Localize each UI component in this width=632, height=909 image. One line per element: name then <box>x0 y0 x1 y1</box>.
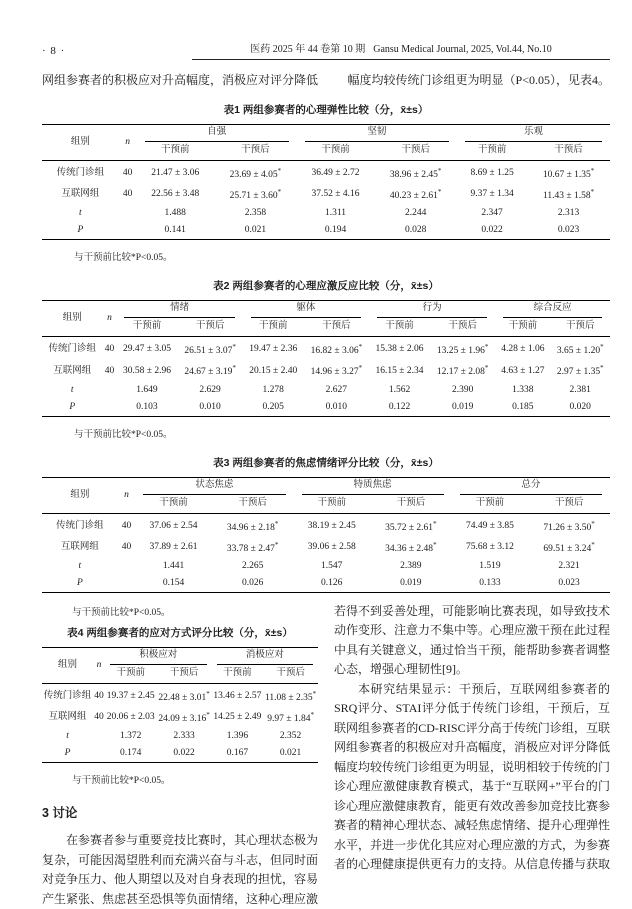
right-column <box>334 602 610 909</box>
column-group-header: 自强 <box>137 125 297 143</box>
table1-footnote: 与干预前比较*P<0.05。 <box>74 253 173 264</box>
table-cell: 24.09 ± 3.16* <box>158 711 210 725</box>
table-cell: 14.25 ± 2.49 <box>213 712 262 723</box>
column-group-header: 情绪 <box>116 301 242 319</box>
column-subheader: 干预前 <box>452 495 528 514</box>
table-cell: 40 <box>122 168 133 179</box>
table-cell: 0.021 <box>279 748 302 759</box>
table-cell: 0.028 <box>404 225 427 236</box>
table-cell: 1.488 <box>164 208 186 219</box>
table-cell: 0.023 <box>557 225 580 236</box>
table-cell: 0.205 <box>262 401 284 412</box>
table-row <box>42 745 318 763</box>
table-cell: 2.244 <box>404 208 427 219</box>
column-subheader: 干预后 <box>304 318 369 337</box>
table-cell: 15.38 ± 2.06 <box>375 344 424 355</box>
column-subheader: 干预前 <box>457 142 527 161</box>
table-row <box>42 707 318 728</box>
table-cell: 14.96 ± 3.27* <box>310 364 363 378</box>
table-row <box>42 360 610 381</box>
table-cell <box>118 575 136 593</box>
column-subheader: 干预前 <box>137 142 214 161</box>
row-label: t <box>70 384 74 395</box>
table2-block <box>42 278 610 439</box>
table-cell: 74.49 ± 3.85 <box>465 520 514 531</box>
table-cell: 2.97 ± 1.35* <box>556 364 604 378</box>
table-cell: 1.311 <box>324 208 347 219</box>
row-label: t <box>66 731 69 742</box>
table-cell: 0.122 <box>388 401 411 412</box>
running-text-right: 幅度均较传统门诊组更为明显（P<0.05），见表4。 <box>347 73 610 87</box>
table-cell: 2.347 <box>481 208 503 219</box>
column-subheader: 干预后 <box>527 142 610 161</box>
table-cell: 35.72 ± 2.61* <box>385 519 437 533</box>
table-cell: 0.022 <box>173 748 195 759</box>
table-cell <box>119 222 137 240</box>
column-subheader: 干预前 <box>369 318 430 337</box>
column-group-header: 积极应对 <box>105 647 212 665</box>
column-group-header: 行为 <box>369 301 495 319</box>
row-label: t <box>79 208 82 219</box>
table-cell: 0.141 <box>164 225 186 236</box>
table-cell: 16.82 ± 3.06* <box>310 343 363 357</box>
table-cell: 0.010 <box>199 401 221 412</box>
table-cell: 1.562 <box>388 384 411 395</box>
column-subheader: 干预后 <box>263 665 318 684</box>
table3-footnote: 与干预前比较*P<0.05。 <box>72 607 171 618</box>
table-cell: 8.69 ± 1.25 <box>470 168 514 179</box>
table-cell: 13.46 ± 2.57 <box>213 691 262 702</box>
table-cell: 20.15 ± 2.40 <box>249 365 298 376</box>
column-subheader: 干预后 <box>528 495 610 514</box>
table-cell: 37.89 ± 2.61 <box>149 541 198 552</box>
table-cell: 0.133 <box>479 577 501 588</box>
table-cell: 20.06 ± 2.03 <box>106 712 155 723</box>
column-group-header: 特质焦虑 <box>294 477 452 495</box>
table-cell: 2.352 <box>279 731 302 742</box>
table-row <box>42 222 610 240</box>
table-cell: 25.71 ± 3.60* <box>229 188 282 202</box>
journal-masthead <box>192 40 610 60</box>
table-cell: 23.69 ± 4.05* <box>229 167 282 181</box>
column-subheader: 干预后 <box>550 318 610 337</box>
table-cell: 2.321 <box>558 560 580 571</box>
table-cell: 16.15 ± 2.34 <box>375 365 424 376</box>
table-row <box>42 537 610 558</box>
column-subheader: 干预前 <box>294 495 370 514</box>
table-cell: 10.67 ± 1.35* <box>542 167 595 181</box>
table-cell: 22.56 ± 3.48 <box>151 189 200 200</box>
table-cell: 1.519 <box>479 560 501 571</box>
table-cell: 37.06 ± 2.54 <box>149 520 198 531</box>
column-header-group: 组别 <box>42 477 118 513</box>
column-group-header: 坚韧 <box>297 125 457 143</box>
column-header-n: n <box>102 301 116 337</box>
statistics-table <box>42 124 610 240</box>
column-subheader: 干预前 <box>105 665 157 684</box>
table-cell: 36.49 ± 2.72 <box>311 168 360 179</box>
table-cell: 0.167 <box>226 748 249 759</box>
table1-block <box>42 102 610 263</box>
statistics-table <box>42 300 610 416</box>
table-cell: 0.020 <box>569 401 591 412</box>
table-cell: 4.63 ± 1.27 <box>501 365 545 376</box>
column-subheader: 干预前 <box>495 318 550 337</box>
table-cell: 1.396 <box>226 731 249 742</box>
table-cell: 0.154 <box>162 577 185 588</box>
table-cell: 34.96 ± 2.18* <box>226 519 279 533</box>
table-cell: 1.338 <box>512 384 534 395</box>
table-row <box>42 558 610 575</box>
table-cell: 1.547 <box>321 560 343 571</box>
table-row <box>42 161 610 185</box>
table-cell: 2.265 <box>241 560 264 571</box>
table-cell: 40 <box>104 365 115 376</box>
column-group-header: 消极应对 <box>212 647 318 665</box>
discussion-right-paragraph-1: 若得不到妥善处理，可能影响比赛表现，如导致技术动作变形、注意力不集中等。心理应激干预在此过程中具有关键意义，通过恰当干预，能帮助参赛者调整心态，增强心理韧性[9]。 <box>334 603 611 677</box>
discussion-heading: 3 讨论 <box>42 806 78 821</box>
table-cell: 0.019 <box>400 577 422 588</box>
table-cell: 1.441 <box>162 560 185 571</box>
discussion-right-paragraph-2: 本研究结果显示：干预后，互联网组参赛者的SRQ评分、STAI评分低于传统门诊组，干预后，互联网组参赛者的CD-RISC评分高于传统门诊组，互联网组参赛者的积极应对升高幅度，消极应对评分降低幅度均较传统门诊组更为明显，说明相较于传统的门诊心理应激健康教育模式，基于“互联网+”平台的门诊心理应激健康教育，能更有效改善参加竞技比赛参赛者的精神心理状态、减轻焦虑情绪、提升心理弹性水平，并进一步优化其应对心理应激的方式，为参赛者的心理健康提供更有力的支持。从信息传播与获取 <box>334 681 611 872</box>
table-cell: 0.026 <box>241 577 264 588</box>
table-cell: 2.390 <box>451 384 474 395</box>
table-row <box>42 399 610 417</box>
table-cell: 75.68 ± 3.12 <box>465 541 514 552</box>
table2-footnote: 与干预前比较*P<0.05。 <box>74 429 173 440</box>
column-subheader: 干预前 <box>297 142 374 161</box>
column-header-n: n <box>119 125 137 161</box>
table-cell: 1.372 <box>120 731 142 742</box>
row-label: 互联网组 <box>48 712 87 723</box>
running-text-line <box>42 72 610 89</box>
table-cell: 11.08 ± 2.35* <box>265 689 317 704</box>
table3-block <box>42 455 610 593</box>
table-cell: 11.43 ± 1.58* <box>543 188 595 202</box>
column-subheader: 干预后 <box>214 142 297 161</box>
column-group-header: 乐观 <box>457 125 610 143</box>
table-row <box>42 513 610 537</box>
row-label: 互联网组 <box>60 541 99 552</box>
row-label: 互联网组 <box>61 189 100 200</box>
table2-title: 表2 两组参赛者的心理应激反应比较（分，x̄±s） <box>213 280 439 293</box>
table-cell: 0.023 <box>558 577 580 588</box>
column-subheader: 干预后 <box>177 318 242 337</box>
table-cell: 40 <box>121 541 132 552</box>
table-cell: 2.358 <box>244 208 267 219</box>
table-cell: 40 <box>104 344 115 355</box>
column-subheader: 干预后 <box>374 142 457 161</box>
column-subheader: 干预后 <box>156 665 211 684</box>
table-cell: 19.37 ± 2.45 <box>106 691 155 702</box>
table-cell: 38.96 ± 2.45* <box>389 167 442 181</box>
table3-title: 表3 两组参赛者的焦虑情绪评分比较（分，x̄±s） <box>213 456 439 469</box>
row-label: 传统门诊组 <box>56 168 105 179</box>
table-cell: 40 <box>94 691 104 702</box>
table-row <box>42 184 610 205</box>
table-cell: 9.37 ± 1.34 <box>470 189 514 200</box>
table-cell: 69.51 ± 3.24* <box>543 540 595 554</box>
table-cell <box>118 558 136 575</box>
table-row <box>42 683 318 707</box>
table-cell: 40 <box>122 189 133 200</box>
table-cell: 0.103 <box>136 401 158 412</box>
column-subheader: 干预前 <box>212 665 264 684</box>
column-group-header: 综合反应 <box>495 301 610 319</box>
column-subheader: 干预前 <box>116 318 177 337</box>
journal-title-cn: 医药 2025 年 44 卷第 10 期 <box>250 44 366 55</box>
table-cell: 0.126 <box>321 577 343 588</box>
column-subheader: 干预前 <box>243 318 304 337</box>
column-subheader: 干预后 <box>212 495 294 514</box>
row-label: 传统门诊组 <box>56 520 104 531</box>
table-row <box>42 728 318 745</box>
column-header-n: n <box>118 477 136 513</box>
table-cell: 40.23 ± 2.61* <box>389 188 442 202</box>
table-cell: 30.58 ± 2.96 <box>122 365 171 376</box>
table4 <box>42 647 318 763</box>
table-cell: 13.25 ± 1.96* <box>436 343 489 357</box>
table4-title: 表4 两组参赛者的应对方式评分比较（分，x̄±s） <box>67 626 293 639</box>
table-cell: 39.06 ± 2.58 <box>307 541 356 552</box>
row-label: 传统门诊组 <box>48 344 96 355</box>
statistics-table <box>42 647 318 763</box>
table-cell: 24.67 ± 3.19* <box>184 364 236 378</box>
table-cell: 0.021 <box>244 225 267 236</box>
table-cell: 9.97 ± 1.84* <box>267 711 314 725</box>
column-header-n: n <box>93 647 105 683</box>
table-cell: 71.26 ± 3.50* <box>543 519 595 533</box>
table-cell: 2.629 <box>199 384 221 395</box>
column-group-header: 躯体 <box>243 301 369 319</box>
column-subheader: 干预前 <box>135 495 211 514</box>
discussion-left-paragraph: 在参赛者参与重要竞技比赛时，其心理状态极为复杂，可能因渴望胜利而充满兴奋与斗志，但同时面对竞争压力、他人期望以及对自身表现的担忧，容易产生紧张、焦虑甚至恐惧等负面情绪，这种心理应激 <box>42 833 319 906</box>
table-cell: 19.47 ± 2.36 <box>249 344 298 355</box>
page-number: · 8 · <box>42 45 66 57</box>
table-cell <box>119 205 137 222</box>
table-cell: 0.010 <box>325 401 348 412</box>
table-cell: 21.47 ± 3.06 <box>151 168 200 179</box>
table-cell: 2.389 <box>400 560 422 571</box>
table-cell: 12.17 ± 2.08* <box>436 364 489 378</box>
table-cell: 2.333 <box>173 731 195 742</box>
row-label: P <box>69 401 76 412</box>
table-cell: 1.649 <box>136 384 158 395</box>
table-cell: 22.48 ± 3.01* <box>158 689 210 704</box>
table-cell: 0.019 <box>451 401 474 412</box>
left-column <box>42 602 318 909</box>
table-row <box>42 205 610 222</box>
table-cell: 29.47 ± 3.05 <box>122 344 171 355</box>
table-row <box>42 382 610 399</box>
table-cell: 38.19 ± 2.45 <box>307 520 356 531</box>
table-cell: 2.381 <box>569 384 591 395</box>
column-subheader: 干预后 <box>370 495 452 514</box>
two-column-section <box>42 602 610 909</box>
column-header-group: 组别 <box>42 647 93 683</box>
table-cell: 34.36 ± 2.48* <box>385 540 437 554</box>
column-group-header: 总分 <box>452 477 610 495</box>
table4-footnote: 与干预前比较*P<0.05。 <box>72 776 171 787</box>
table-cell <box>102 382 116 399</box>
page-header <box>42 40 610 60</box>
row-label: 互联网组 <box>53 365 92 376</box>
table-cell: 4.28 ± 1.06 <box>501 344 545 355</box>
row-label: t <box>78 560 82 571</box>
table-cell: 2.313 <box>557 208 580 219</box>
table-cell <box>93 728 105 745</box>
table-cell: 40 <box>121 520 132 531</box>
table-cell: 37.52 ± 4.16 <box>311 189 360 200</box>
table-row <box>42 575 610 593</box>
table-cell: 40 <box>94 712 104 723</box>
table1-title: 表1 两组参赛者的心理弹性比较（分，x̄±s） <box>223 104 429 116</box>
table-cell: 3.65 ± 1.20* <box>556 343 604 357</box>
column-subheader: 干预后 <box>430 318 495 337</box>
table-cell: 2.627 <box>325 384 348 395</box>
row-label: P <box>64 748 71 759</box>
table-cell: 0.194 <box>324 225 347 236</box>
table-cell <box>93 745 105 763</box>
running-text-left: 网组参赛者的积极应对升高幅度，消极应对评分降低 <box>42 73 319 87</box>
table-cell: 0.174 <box>120 748 142 759</box>
row-label: P <box>76 577 83 588</box>
table-cell <box>102 399 116 417</box>
table1 <box>42 124 610 240</box>
row-label: 传统门诊组 <box>43 691 92 702</box>
row-label: P <box>77 225 84 236</box>
table3 <box>42 477 610 593</box>
table-cell: 0.022 <box>481 225 503 236</box>
journal-title-en: Gansu Medical Journal, 2025, Vol.44, No.10 <box>373 44 552 55</box>
table-cell: 0.185 <box>512 401 534 412</box>
table-cell: 33.78 ± 2.47* <box>226 540 279 554</box>
column-header-group: 组别 <box>42 301 102 337</box>
table-cell: 26.51 ± 3.07* <box>184 343 236 357</box>
table2 <box>42 300 610 416</box>
statistics-table <box>42 477 610 593</box>
table-cell: 1.278 <box>262 384 284 395</box>
table-row <box>42 337 610 361</box>
column-header-group: 组别 <box>42 125 119 161</box>
column-group-header: 状态焦虑 <box>135 477 293 495</box>
